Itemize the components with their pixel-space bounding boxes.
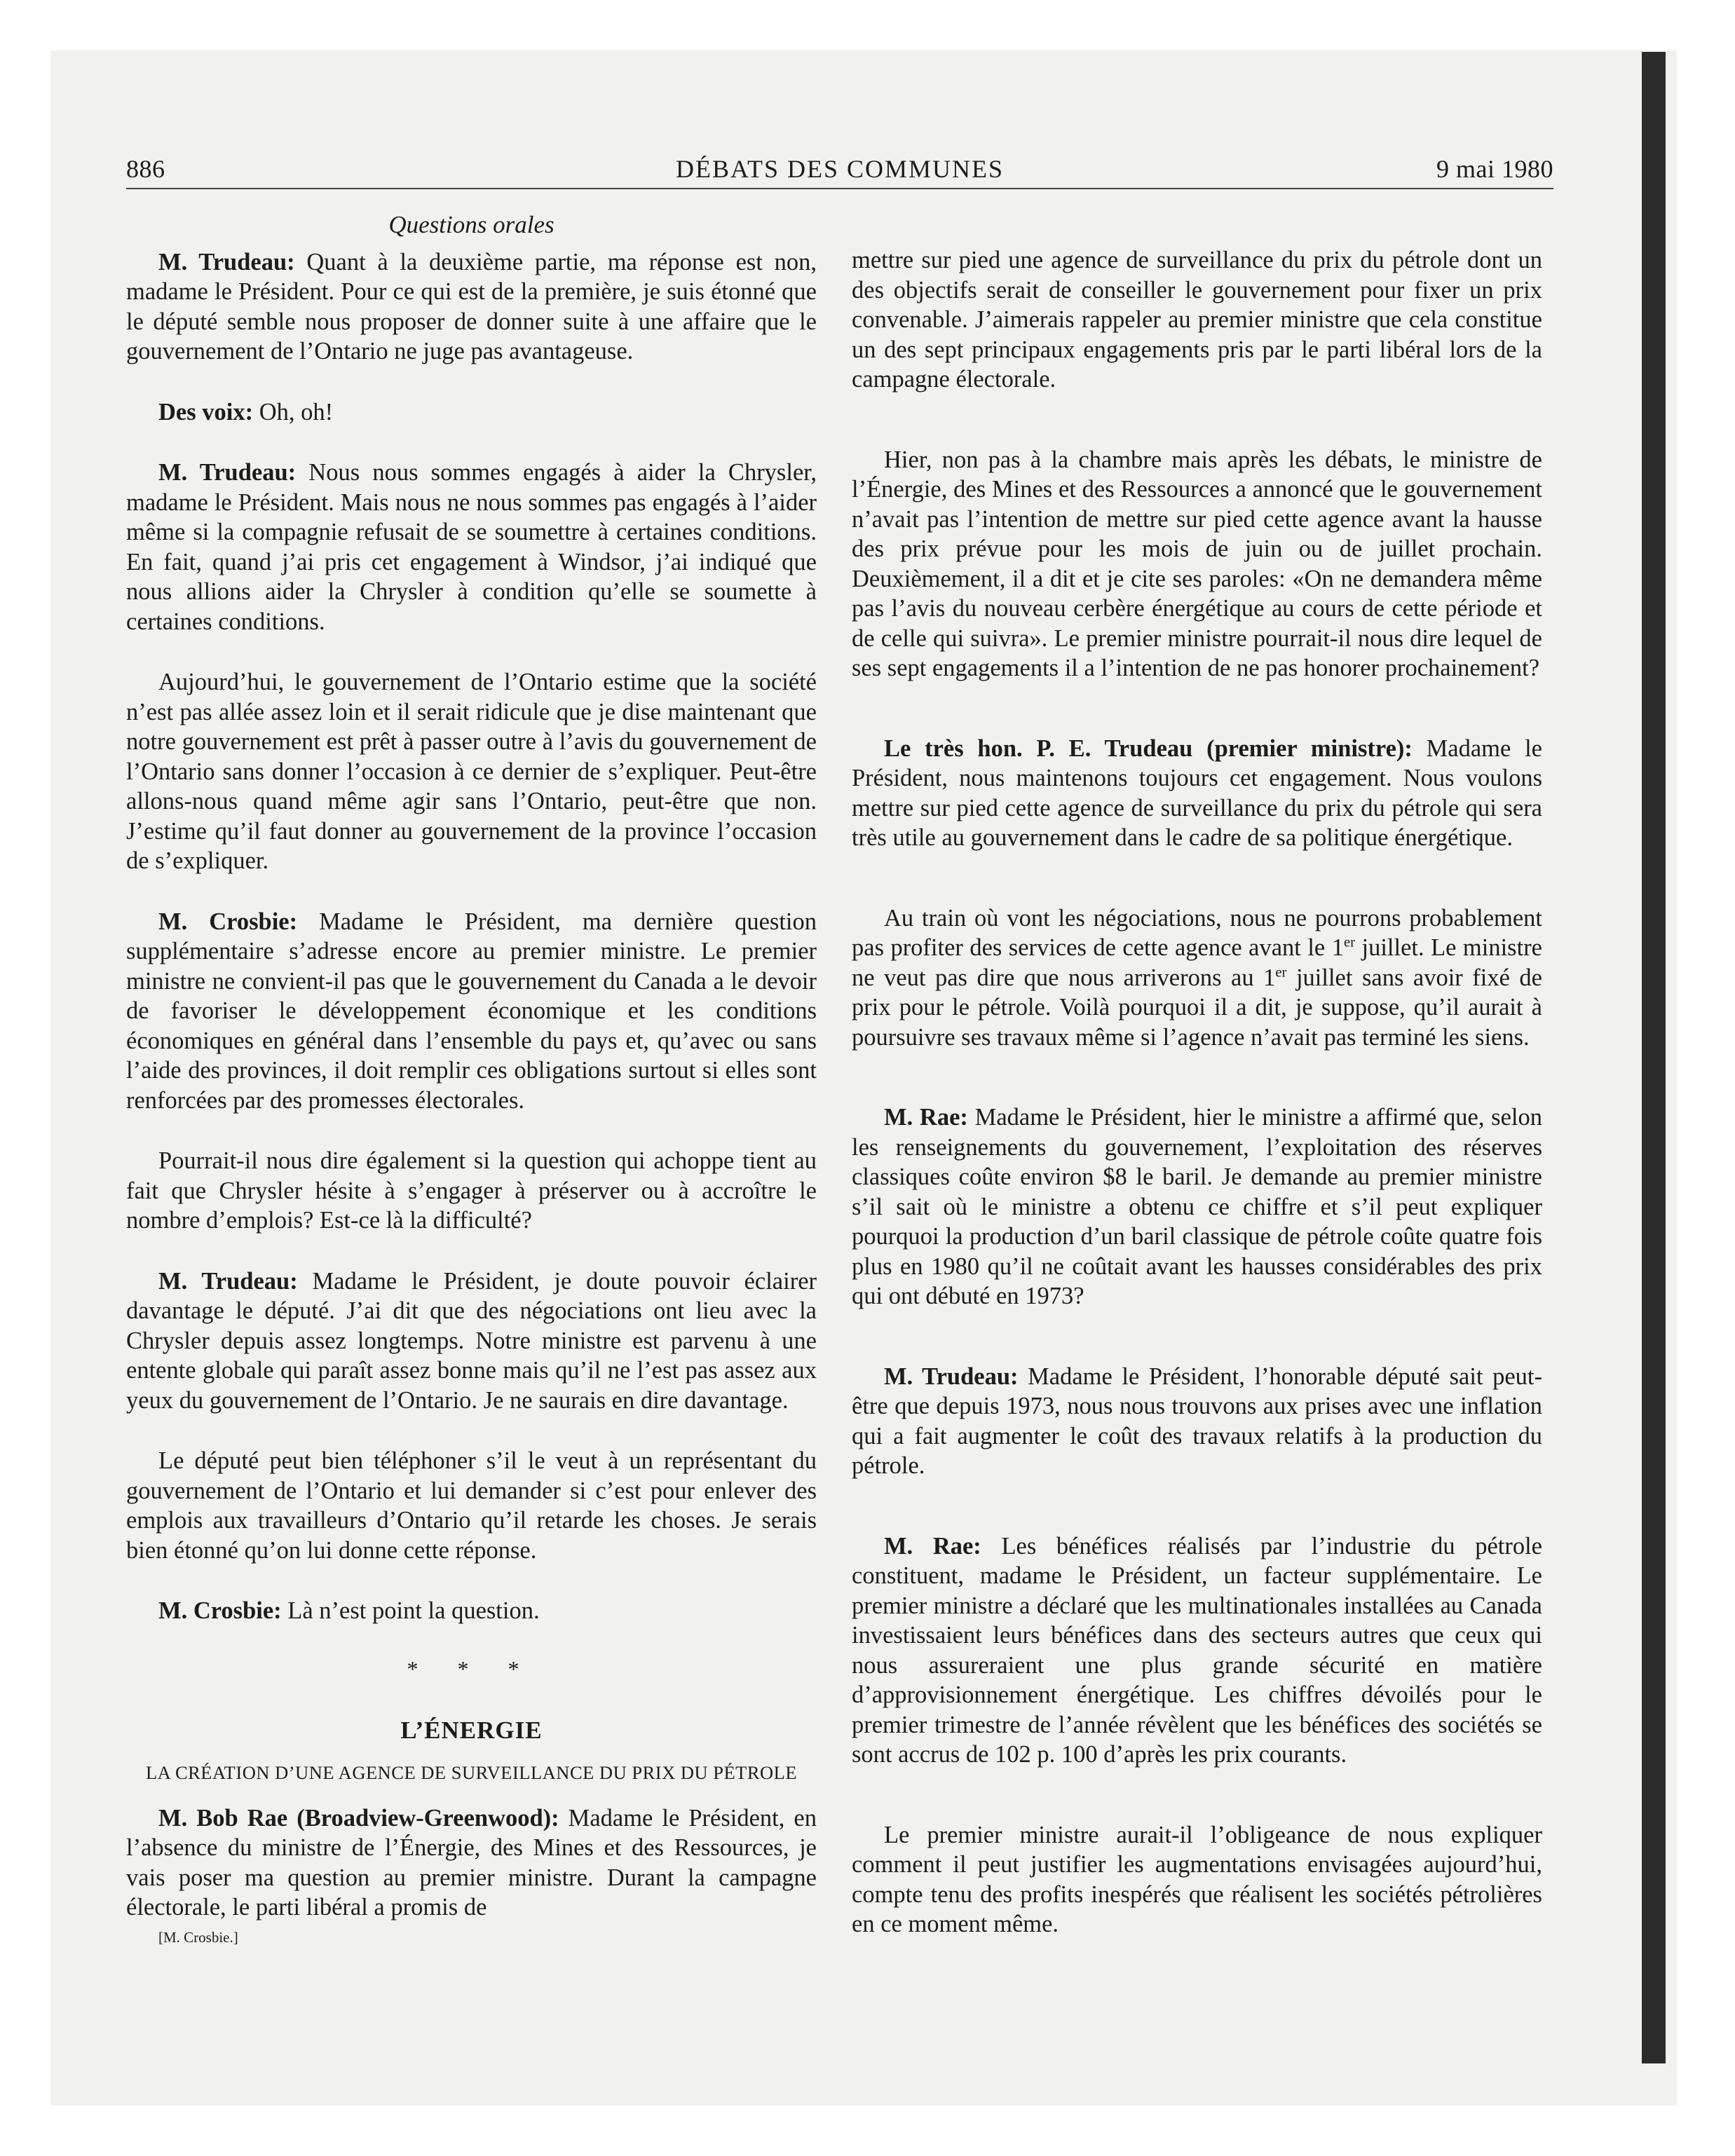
paragraph <box>852 734 1542 853</box>
paragraph <box>126 907 817 1116</box>
speaker-name: M. Rae: <box>884 1532 981 1560</box>
paragraph-text: mettre sur pied une agence de surveillance du prix du pétrole dont un des objectifs serait de conseiller le gouvernement pour fixer un prix convenable. J’aimerais rappeler au premier ministre que cela constitue un des sept principaux engagements pris par le parti libéral lors de la campagne électorale. <box>852 247 1542 393</box>
paragraph <box>126 247 817 367</box>
left-column <box>126 210 817 1952</box>
paragraph-text: Le premier ministre aurait-il l’obligeance de nous expliquer comment il peut justifier les augmentations envisagées aujourd’hui, compte tenu des profits inespérés que réalisent les sociétés pétrolières en ce moment même. <box>852 1821 1542 1937</box>
speaker-name: M. Trudeau: <box>158 1267 298 1295</box>
paragraph-text: juillet. Le ministre ne veut pas dire que nous arriverons au 1 <box>852 934 1542 991</box>
paragraph <box>126 667 817 876</box>
paragraph-text: Pourrait-il nous dire également si la question qui achoppe tient au fait que Chrysler hésite à s’engager à préserver ou à accroître le nombre d’emplois? Est-ce là la difficulté? <box>126 1147 817 1234</box>
paragraph-text: Oh, oh! <box>253 398 334 425</box>
header-rule <box>126 188 1553 189</box>
paragraph <box>126 1596 817 1626</box>
paragraph-text: Aujourd’hui, le gouvernement de l’Ontario estime que la société n’est pas allée assez loin et il serait ridicule que je dise maintenant que notre gouvernement est prêt à passer outre à l’avis du gouvernement de l’Ontario sans donner l’occasion à ce dernier de s’expliquer. Peut-être allons-nous quand même agir sans l’Ontario, peut-être que non. J’estime qu’il faut donner au gouvernement de la province l’occasion de s’expliquer. <box>126 669 817 874</box>
paragraph-text: juillet sans avoir fixé de prix pour le pétrole. Voilà pourquoi il a dit, je suppose, qu’il aurait à poursuivre ses travaux même si l’agence n’avait pas terminé les siens. <box>852 964 1542 1051</box>
paragraph <box>852 245 1542 395</box>
speaker-name: M. Rae: <box>884 1104 968 1131</box>
paragraph <box>852 1362 1542 1481</box>
paragraph <box>852 445 1542 683</box>
speaker-name: M. Crosbie: <box>158 1597 282 1624</box>
paragraph <box>852 903 1542 1053</box>
paragraph <box>852 1103 1542 1311</box>
section-label: Questions orales <box>388 211 554 238</box>
page-header <box>126 154 1553 189</box>
page-date: 9 mai 1980 <box>1436 155 1553 183</box>
subject-subtitle: LA CRÉATION D’UNE AGENCE DE SURVEILLANCE DU PRIX DU PÉTROLE <box>145 1761 798 1783</box>
paragraph-text: Madame le Président, en l’absence du ministre de l’Énergie, des Mines et des Ressources, je vais poser ma question au premier ministre. Durant la campagne électorale, le parti libéral a promis de <box>126 1804 817 1920</box>
speaker-name: M. Crosbie: <box>158 908 298 935</box>
page-number: 886 <box>126 155 165 183</box>
paragraph <box>852 1531 1542 1770</box>
paragraph-text: Madame le Président, l’honorable député sait peut-être que depuis 1973, nous nous trouvons aux prises avec une inflation qui a fait augmenter le coût des travaux relatifs à la production du pétrole. <box>852 1363 1542 1479</box>
speaker-name: M. Trudeau: <box>884 1363 1019 1390</box>
superscript: er <box>1343 934 1356 950</box>
speaker-name: Des voix: <box>158 398 254 425</box>
paragraph-text: Le député peut bien téléphoner s’il le veut à un représentant du gouvernement de l’Ontario et lui demander si c’est pour enlever des emplois aux travailleurs d’Ontario qu’il retarde les choses. Je serais bien étonné qu’on lui donne cette réponse. <box>126 1447 817 1564</box>
right-column <box>852 245 1542 1939</box>
paragraph <box>126 1267 817 1416</box>
superscript: er <box>1275 964 1287 980</box>
paragraph-text: Madame le Président, nous maintenons toujours cet engagement. Nous voulons mettre sur pied cette agence de surveillance du prix du pétrole qui sera très utile au gouvernement dans le cadre de sa politique énergétique. <box>852 735 1542 851</box>
paragraph-text: Madame le Président, hier le ministre a affirmé que, selon les renseignements du gouvernement, l’exploitation des réserves classiques coûte environ $8 le baril. Je demande au premier ministre s’il sait où le ministre a obtenu ce chiffre et s’il peut expliquer pourquoi la production d’un baril classique de pétrole coûte quatre fois plus en 1980 qu’il ne coûtait avant les hausses considérables des prix qui ont débuté en 1973? <box>852 1104 1543 1309</box>
paragraph-text: Les bénéfices réalisés par l’industrie du pétrole constituent, madame le Président, un facteur supplémentaire. Le premier ministre a déclaré que les multinationales installées au Canada investissaient leurs bénéfices dans des secteurs autres que ceux qui nous assureraient une plus grande sécurité en matière d’approvisionnement énergétique. Les chiffres dévoilés pour le premier trimestre de l’année révèlent que les bénéfices des sociétés se sont accrus de 102 p. 100 d’après les prix courants. <box>852 1532 1542 1768</box>
speaker-name: M. Bob Rae (Broadview-Greenwood): <box>158 1804 559 1831</box>
paragraph <box>126 397 817 428</box>
paragraph-text: Là n’est point la question. <box>281 1597 540 1624</box>
speaker-name: M. Trudeau: <box>158 459 297 486</box>
paragraph <box>852 1820 1542 1939</box>
footnote: [M. Crosbie.] <box>158 1928 238 1946</box>
paragraph <box>126 458 817 636</box>
paragraph-text: Au train où vont les négociations, nous ne pourrons probablement pas profiter des services de cette agence avant le 1 <box>852 904 1542 961</box>
paragraph-text: Quant à la deuxième partie, ma réponse est non, madame le Président. Pour ce qui est de la première, je suis étonné que le député semble nous proposer de donner suite à une affaire que le gouvernement de l’Ontario ne juge pas avantageuse. <box>126 248 817 364</box>
paragraph-text: Madame le Président, je doute pouvoir éclairer davantage le député. J’ai dit que des négociations ont lieu avec la Chrysler depuis assez longtemps. Notre ministre est parvenu à une entente globale qui paraît assez bonne mais qu’il ne l’est pas assez aux yeux du gouvernement de l’Ontario. Je ne saurais en dire davantage. <box>126 1267 817 1414</box>
speaker-name: Le très hon. P. E. Trudeau (premier ministre): <box>884 735 1413 762</box>
paragraph <box>126 1146 817 1236</box>
paragraph-text: Madame le Président, ma dernière question supplémentaire s’adresse encore au premier ministre. Le premier ministre ne convient-il pas que le gouvernement du Canada a le devoir de favoriser le développement économique et les conditions économiques en général dans l’ensemble du pays et, qu’avec ou sans l’aide des provinces, il doit remplir ces obligations surtout si elles sont renforcées par des promesses électorales. <box>126 908 817 1114</box>
paragraph-text: Nous nous sommes engagés à aider la Chrysler, madame le Président. Mais nous ne nous sommes pas engagés à l’aider même si la compagnie refusait de se soumettre à certaines conditions. En fait, quand j’ai pris cet engagement à Windsor, j’ai indiqué que nous allions aider la Chrysler à condition qu’elle se soumette à certaines conditions. <box>126 459 817 635</box>
paragraph <box>126 1446 817 1565</box>
page-title: DÉBATS DES COMMUNES <box>675 155 1005 183</box>
section-separator: * * * <box>407 1656 536 1681</box>
paragraph <box>126 1803 817 1923</box>
scan-edge-bar <box>1642 52 1666 2063</box>
speaker-name: M. Trudeau: <box>158 248 295 275</box>
subject-title: L’ÉNERGIE <box>400 1717 543 1744</box>
paragraph-text: Hier, non pas à la chambre mais après les débats, le ministre de l’Énergie, des Mines et des Ressources a annoncé que le gouvernement n’avait pas l’intention de mettre sur pied cette agence avant la hausse des prix prévue pour les mois de juin ou de juillet prochain. Deuxièmement, il a dit et je cite ses paroles: «On ne demandera même pas l’avis du nouveau cerbère énergétique au cours de cette période et de celle qui suivra». Le premier ministre pourrait-il nous dire lequel de ses sept engagements il a l’intention de ne pas honorer prochainement? <box>852 446 1542 681</box>
